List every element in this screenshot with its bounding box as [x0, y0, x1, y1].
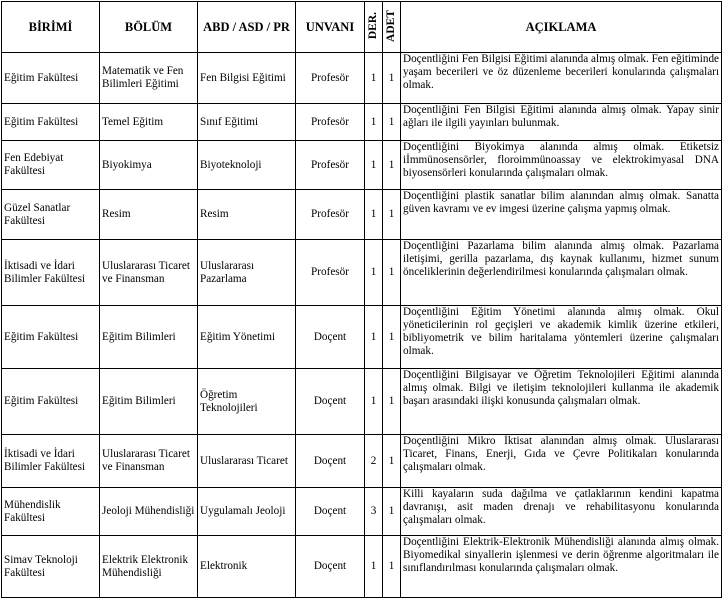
- der-cell: 1: [365, 53, 383, 104]
- table-row: [2, 435, 722, 488]
- birim-cell: Eğitim Fakültesi: [2, 53, 100, 104]
- unvan-cell: Profesör: [296, 104, 365, 141]
- bolum-cell: Uluslararası Ticaret ve Finansman: [100, 435, 198, 488]
- unvan-cell: Profesör: [296, 141, 365, 190]
- aciklama-cell: Doçentliğini Mikro İktisat alanından almış olmak. Uluslararası Ticaret, Finans, Enerji, Gıda ve Çevre Politikaları konularında çalışmaları olmak.: [401, 435, 722, 488]
- unvan-cell: Doçent: [296, 306, 365, 369]
- aciklama-cell: Doçentliğini Fen Bilgisi Eğitimi alanında almış olmak. Fen eğitiminde yaşam becerileri ve öz düzenleme becerileri konularında çalışmaları olmak.: [401, 53, 722, 104]
- aciklama-cell: Doçentliğini Eğitim Yönetimi alanında almış olmak. Okul yöneticilerinin rol geçişleri ve akademik kimlik üzerine etkileri, bibliyometrik ve bilim haritalama yöntemleri üzerine çalışmaları olmak.: [401, 306, 722, 369]
- abd-cell: Biyoteknoloji: [198, 141, 296, 190]
- bolum-cell: Matematik ve Fen Bilimleri Eğitimi: [100, 53, 198, 104]
- bolum-cell: Resim: [100, 190, 198, 240]
- birim-cell: Eğitim Fakültesi: [2, 369, 100, 435]
- header-adet-label: ADET: [385, 9, 397, 42]
- unvan-cell: Profesör: [296, 53, 365, 104]
- header-row: [2, 2, 722, 53]
- unvan-cell: Doçent: [296, 488, 365, 536]
- adet-cell: 1: [383, 190, 401, 240]
- abd-cell: Elektronik: [198, 536, 296, 598]
- birim-cell: Simav Teknoloji Fakültesi: [2, 536, 100, 598]
- der-cell: 1: [365, 306, 383, 369]
- table-row: [2, 240, 722, 306]
- adet-cell: 1: [383, 240, 401, 306]
- bolum-cell: Eğitim Bilimleri: [100, 306, 198, 369]
- header-abd: ABD / ASD / PR: [198, 2, 296, 53]
- bolum-cell: Uluslararası Ticaret ve Finansman: [100, 240, 198, 306]
- der-cell: 1: [365, 104, 383, 141]
- birim-cell: İktisadi ve İdari Bilimler Fakültesi: [2, 435, 100, 488]
- birim-cell: Mühendislik Fakültesi: [2, 488, 100, 536]
- birim-cell: İktisadi ve İdari Bilimler Fakültesi: [2, 240, 100, 306]
- table-row: [2, 536, 722, 598]
- header-der: [365, 2, 383, 53]
- abd-cell: Sınıf Eğitimi: [198, 104, 296, 141]
- adet-cell: 1: [383, 369, 401, 435]
- table-row: [2, 369, 722, 435]
- bolum-cell: Jeoloji Mühendisliği: [100, 488, 198, 536]
- adet-cell: 1: [383, 306, 401, 369]
- unvan-cell: Profesör: [296, 240, 365, 306]
- header-aciklama: AÇIKLAMA: [401, 2, 722, 53]
- table-row: [2, 306, 722, 369]
- abd-cell: Uluslararası Ticaret: [198, 435, 296, 488]
- header-bolum: BÖLÜM: [100, 2, 198, 53]
- der-cell: 1: [365, 190, 383, 240]
- aciklama-cell: Killi kayaların suda dağılma ve çatlaklarının kendini kapatma davranışı, asit maden drenajı ve rehabilitasyonu konularında çalışmaları olmak.: [401, 488, 722, 536]
- table-row: [2, 190, 722, 240]
- bolum-cell: Eğitim Bilimleri: [100, 369, 198, 435]
- positions-table: [1, 1, 722, 598]
- abd-cell: Uluslararası Pazarlama: [198, 240, 296, 306]
- aciklama-cell: Doçentliğini Bilgisayar ve Öğretim Teknolojileri Eğitimi alanında almış olmak. Bilgi ve iletişim teknolojileri kullanma ile akademik başarı arasındaki ilişki konusunda çalışmaları olmak.: [401, 369, 722, 435]
- header-unvan: UNVANI: [296, 2, 365, 53]
- aciklama-cell: Doçentliğini plastik sanatlar bilim alanından almış olmak. Sanatta güven kavramı ve ev imgesi üzerine çalışma yapmış olmak.: [401, 190, 722, 240]
- der-cell: 1: [365, 141, 383, 190]
- abd-cell: Fen Bilgisi Eğitimi: [198, 53, 296, 104]
- unvan-cell: Doçent: [296, 369, 365, 435]
- aciklama-cell: Doçentliğini Pazarlama bilim alanında almış olmak. Pazarlama iletişimi, gerilla pazarlama, dış kaynak kullanımı, hizmet sunum önceliklerinin değerlendirilmesi konularında çalışmaları olmak.: [401, 240, 722, 306]
- table-row: [2, 104, 722, 141]
- unvan-cell: Doçent: [296, 435, 365, 488]
- abd-cell: Resim: [198, 190, 296, 240]
- aciklama-cell: Doçentliğini Biyokimya alanında almış olmak. Etiketsiz iİmmünosensörler, floroimmünoassay ve elektrokimyasal DNA biyosensörleri konularında çalışmaları olmak.: [401, 141, 722, 190]
- bolum-cell: Biyokimya: [100, 141, 198, 190]
- aciklama-cell: Doçentliğini Fen Bilgisi Eğitimi alanında almış olmak. Yapay sinir ağları ile ilgili yayınları bulunmak.: [401, 104, 722, 141]
- aciklama-cell: Doçentliğini Elektrik-Elektronik Mühendisliği alanında almış olmak. Biyomedikal sinyallerin işlenmesi ve derin öğrenme algoritmaları ile sınıflandırılması konularında çalışmaları olmak.: [401, 536, 722, 598]
- der-cell: 1: [365, 240, 383, 306]
- table-row: [2, 141, 722, 190]
- unvan-cell: Profesör: [296, 190, 365, 240]
- adet-cell: 1: [383, 141, 401, 190]
- der-cell: 2: [365, 435, 383, 488]
- adet-cell: 1: [383, 536, 401, 598]
- table-row: [2, 488, 722, 536]
- der-cell: 3: [365, 488, 383, 536]
- table-row: [2, 53, 722, 104]
- birim-cell: Eğitim Fakültesi: [2, 306, 100, 369]
- der-cell: 1: [365, 369, 383, 435]
- birim-cell: Fen Edebiyat Fakültesi: [2, 141, 100, 190]
- abd-cell: Uygulamalı Jeoloji: [198, 488, 296, 536]
- adet-cell: 1: [383, 435, 401, 488]
- abd-cell: Eğitim Yönetimi: [198, 306, 296, 369]
- der-cell: 1: [365, 536, 383, 598]
- bolum-cell: Temel Eğitim: [100, 104, 198, 141]
- birim-cell: Güzel Sanatlar Fakültesi: [2, 190, 100, 240]
- unvan-cell: Doçent: [296, 536, 365, 598]
- header-der-label: DER.: [367, 11, 379, 40]
- adet-cell: 1: [383, 488, 401, 536]
- header-adet: [383, 2, 401, 53]
- abd-cell: Öğretim Teknolojileri: [198, 369, 296, 435]
- bolum-cell: Elektrik Elektronik Mühendisliği: [100, 536, 198, 598]
- birim-cell: Eğitim Fakültesi: [2, 104, 100, 141]
- adet-cell: 1: [383, 104, 401, 141]
- header-birim: BİRİMİ: [2, 2, 100, 53]
- adet-cell: 1: [383, 53, 401, 104]
